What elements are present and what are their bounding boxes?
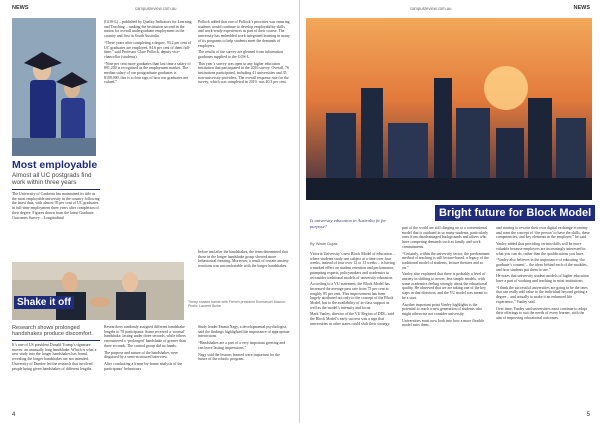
right-col1 [310,252,396,410]
right-col3-para2: Vanley added that providing certain skills will be more valuable because employers are increasingly interested in what you can do, rather than the qualifications you have. [496,242,586,256]
story2-col1-text: It’s one of US president Donald Trump’s signature moves: an unusually long handshake. Which is what a new study into the longer handshakes has found, revealing the longer handshakes are not intended. University of Dundee led the research that involved people being given handshakes of different lengths. [12,343,97,371]
story1-headline: Most employable [12,159,98,171]
right-page [300,0,600,423]
story1-rule [12,189,100,190]
story2-col2-para1: Researchers randomly assigned different handshake lengths to 78 participants. Some received a ‘normal’ handshake, lasting under three seconds, while others encountered a ‘prolonged’ handshake of greater than three seconds. The control group did no hands. [104,325,186,348]
page-number-left: 4 [12,412,16,418]
story2-col3-para3: “Handshakes are a part of a very important greeting and can leave lasting impressions.” [198,341,286,350]
right-col1-para2: According to a VU statement, the Block Model has increased the average pass rate from 75 per cent to roughly 85 per cent. This improvement has been largely attributed not only to the concept of the Block Model, but to the availability of in-class support as well as the model’s intensity and focus. [310,282,394,310]
story1-col3-para1: Pollock added that one of Pollock’s priorities was ensuring students would continue to develop employability skills and work-ready experiences as part of their course. The university has embedded work-integrated learning in many of its programs to help students meet the demands of employers. [198,20,290,48]
story1-col1 [12,192,100,254]
story1-col3-para3: This year’s survey was open to any higher education institution that participated in the 2016 survey. Overall, 76 institutions participated, including 41 universities and 35 non-university providers. The overall response rate for the survey, which was completed in 2019, was 40.3 per cent. [198,61,289,85]
pull-quote: Is university education in Australia fit for purpose? [310,218,387,229]
section-label: NEWS [573,5,590,11]
story2-col3 [198,325,290,409]
right-col2-para5: Universities must now look into how a more flexible model suits them. [402,318,485,328]
right-col2-para1: part of the world are still clinging on to a conventional model that is outdated in so many students, particularly ones from disadvantaged backgrounds and others who have competing demands such as family and work commitments. [402,226,489,249]
story2-col3-para4: Nagy said the lessons learned were important for the future of the robotic program. [198,352,280,362]
right-col2-para3: Vanley also explained that there is probably a level of anxiety in shifting to newer, less simple models, with some academics feeling strongly about the educational quality. He observed that we are taking one of the key steps in that direction, and the VU model was meant to be a start. [402,272,488,300]
page-number-right: 5 [586,412,590,418]
banner-photo [306,18,592,200]
story2-col3-para2: Study leader Emma Nagy, a developmental psychologist, said the findings highlighted the importance of appropriate interactions. [198,325,290,339]
story1-subhead: Almost all UC postgrads find work within three years [12,172,92,186]
graduate-photo [12,18,96,156]
story2-photo-caption: Trump shakes hands with French president Emmanuel Macron. Photo: Laurent Burke [188,300,287,308]
right-col1-para3: Mark Vanley, director of the VU Region of DDL, said the Block Model’s early success was a sign that universities in other states could shift their strategy. [310,312,394,326]
story2-col3-para1: before and after the handshakes, the team determined that those in the longer handshake group showed more behavioural freezing. Moreover, a result of certain anxiety reactions was uncomfortable with the longer handshakes. [198,250,289,269]
right-col3-para5: “I think the successful universities are going to be the ones that can really add value to the individual beyond getting a degree – and actually to make it an enhanced life experience,” Vanley said. [496,285,588,304]
right-col3-para3: “Vanley also believes in the importance of educating ‘the graduate’s content’ – the ideas behind each of the modules, and how students put them to use.” [496,258,588,272]
story1-col1-text: The University of Canberra has maintained its title as the most employable university in the country following the latest data, with almost 95 per cent of UC graduates in full-time employment three years after completion of their degree. Figures drawn from the latest Graduate Outcomes Survey – Longitudinal [12,192,100,220]
right-col2-para4: Another important point Vanley highlights is the potential to reach a new generation of students who might otherwise not consider university. [402,302,483,316]
banner-title: Bright future for Block Model [435,205,595,221]
story1-col3 [198,20,290,252]
section-label: NEWS [12,5,29,11]
story2-subhead: Research shows prolonged handshakes produce discomfort. [12,325,93,338]
story2-col2-para2: The purpose and nature of the handshakes were disguised by a semi-structured interview. [104,350,179,360]
story1-col2-para2: “These years after completing a degree, 93.2 per cent of UC graduates are employed, 94.6 per cent of them full-time,” said Professor Clare Pollock, deputy vice-chancellor (students). [104,40,192,59]
story1-col3-para2: The results of the survey are gleaned from information graduates supplied to the GOS-L. [198,50,284,59]
story1-col2-para1: (GOS-L) – published by Quality Indicators for Learning and Teaching – ranking the institution second in the nation for overall undergraduate employment in the country and first in South Australia. [104,20,192,39]
right-col2 [402,226,490,410]
right-col3-para4: He notes that university student models of higher education have a part of working and teaching in most institutions. [496,274,589,284]
story2-col3-top [198,250,290,300]
right-col3 [496,226,590,410]
right-col3-para1: and starting to rewrite their own digital exchange economy and want the concept of ‘the person’ to have the skills, these competencies, and key elements in the employer,” he said. [496,226,590,240]
site-url: campusreview.com.au [410,6,452,11]
site-url: campusreview.com.au [135,6,177,11]
story1-col2-para3: “Nine per cent more graduates than last time a salary of $91,200 is recognised as the employment market. The median salary of our postgraduate graduates is $109,000, this is a clear sign of how our graduates are valued.” [104,61,191,85]
right-col2-para2: “Certainly, within the university sector, the predominant method of teaching is still lecture-based, a legacy of the traditional model of students, lecture theatres and so on.” [402,251,490,270]
handshake-photo [12,262,184,320]
right-col1-para1: Victoria University’s new Block Model of education – where students study one subject at a time over four weeks, instead of four over 12 or 13 weeks – is having a marked effect on student retention and performance, prompting experts, policymakers and academics to reconsider traditional models of university education. [310,252,395,280]
byline: By Wade Dujas [310,241,338,246]
story2-col1 [12,343,100,409]
right-col3-para6: Over time, Vanley said universities must continue to adapt their offerings to suit the needs of every learner, with the aim of improving educational outcomes. [496,306,587,320]
story2-col2 [104,325,192,409]
story2-headline: Shake it off [14,296,74,309]
story2-rule [12,340,100,341]
story1-col2 [104,20,192,252]
story2-col2-para3: After conducting a frame-by-frame analysis of the participants’ behaviours [104,361,183,371]
